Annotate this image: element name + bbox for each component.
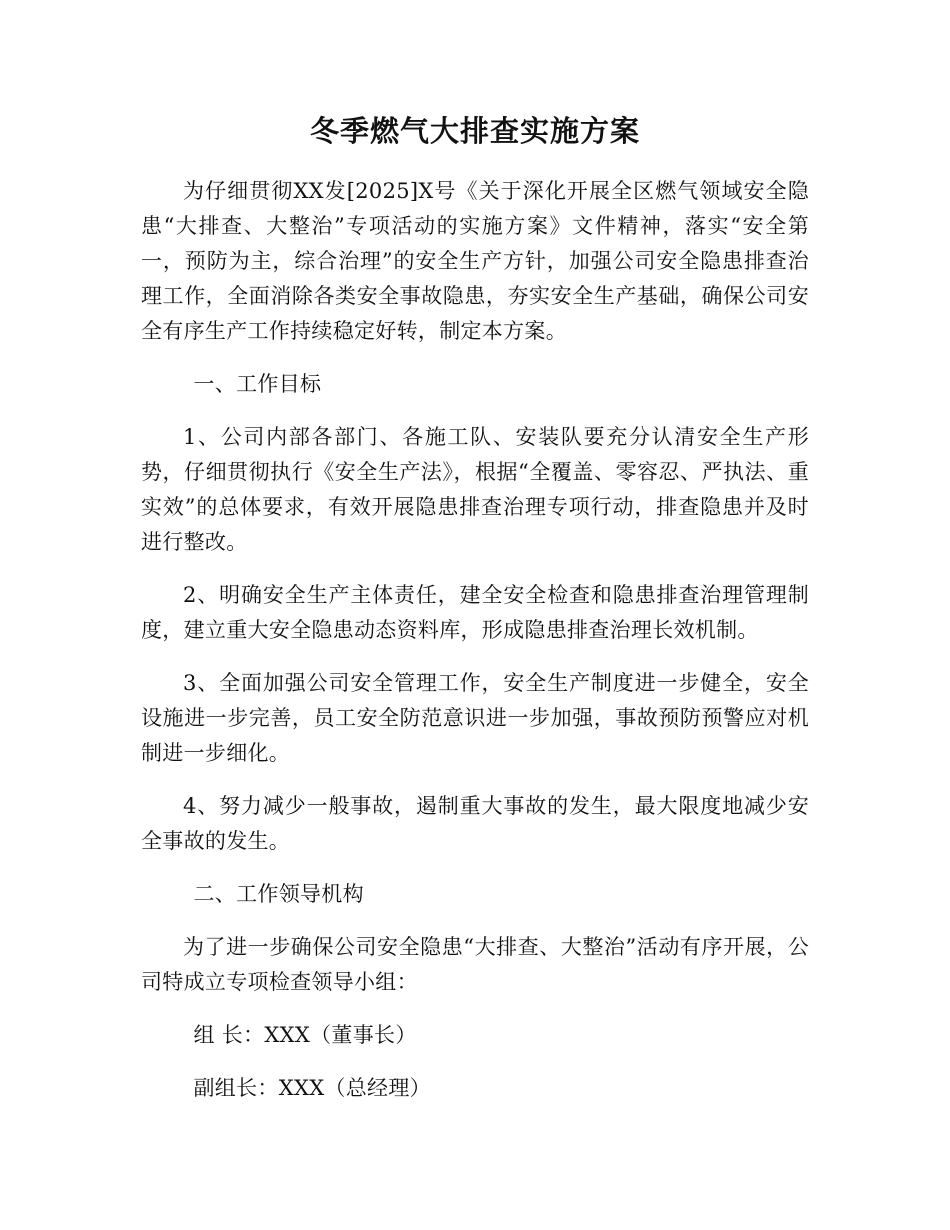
goal-item-2: 2、明确安全生产主体责任，建全安全检查和隐患排查治理管理制度，建立重大安全隐患动态资料库，形成隐患排查治理长效机制。 [141, 583, 809, 642]
member-leader: 组 长：XXX（董事长） [193, 1023, 417, 1047]
goal-item-3: 3、全面加强公司安全管理工作，安全生产制度进一步健全，安全设施进一步完善，员工安全防范意识进一步加强，事故预防预警应对机制进一步细化。 [141, 671, 809, 765]
goal-item-4: 4、努力减少一般事故，遏制重大事故的发生，最大限度地减少安全事故的发生。 [141, 794, 809, 853]
document-title: 冬季燃气大排查实施方案 [309, 114, 640, 148]
leadership-intro-paragraph: 为了进一步确保公司安全隐患“大排查、大整治”活动有序开展，公司特成立专项检查领导小组： [141, 935, 809, 994]
member-deputy-leader: 副组长：XXX（总经理） [193, 1076, 431, 1100]
intro-paragraph: 为仔细贯彻XX发[2025]X号《关于深化开展全区燃气领域安全隐患“大排查、大整治”专项活动的实施方案》文件精神，落实“安全第一，预防为主，综合治理”的安全生产方针，加强公司安全隐患排查治理工作，全面消除各类安全事故隐患，夯实安全生产基础，确保公司安全有序生产工作持续稳定好转，制定本方案。 [141, 179, 809, 343]
document-body [141, 108, 809, 1124]
section-heading-leadership: 二、工作领导机构 [193, 882, 364, 906]
goal-item-1: 1、公司内部各部门、各施工队、安装队要充分认清安全生产形势，仔细贯彻执行《安全生产法》，根据“全覆盖、零容忍、严执法、重实效”的总体要求，有效开展隐患排查治理专项行动，排查隐患并及时进行整改。 [141, 425, 809, 554]
section-heading-work-goals: 一、工作目标 [193, 372, 322, 396]
